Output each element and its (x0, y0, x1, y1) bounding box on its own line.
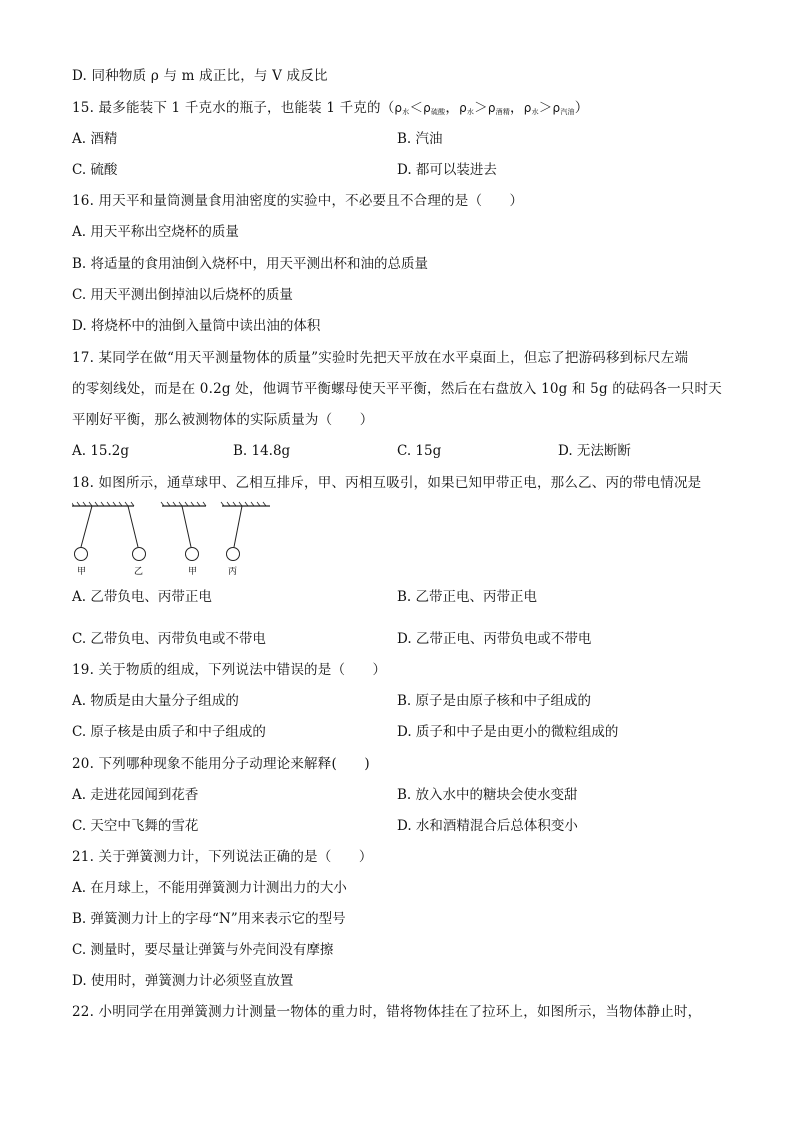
sub-acid: 硫酸 (430, 108, 446, 116)
pith-ball-bing (227, 548, 240, 561)
thread (128, 506, 138, 547)
q20-stem: 20. 下列哪种现象不能用分子动理论来解释( ) (72, 756, 370, 772)
pith-ball-jia (75, 548, 88, 561)
q18-option-b: B. 乙带正电、丙带正电 (397, 589, 538, 605)
ceiling-support (161, 502, 206, 506)
q21-option-b: B. 弹簧测力计上的字母“N”用来表示它的型号 (72, 911, 346, 927)
sub-water: 水 (466, 108, 475, 116)
q18-option-c: C. 乙带负电、丙带负电或不带电 (72, 631, 266, 647)
q15-option-d: D. 都可以装进去 (397, 162, 497, 178)
q15-stem (72, 99, 588, 121)
q15-stem-prefix: 15. 最多能装下 1 千克水的瓶子，也能装 1 千克的（ (72, 100, 395, 116)
q19-option-d: D. 质子和中子是由更小的微粒组成的 (397, 724, 619, 740)
sub-petrol: 汽油 (560, 108, 575, 116)
q21-option-a: A. 在月球上，不能用弹簧测力计测出力的大小 (72, 880, 347, 896)
ceiling-support (221, 502, 270, 506)
q16-option-d: D. 将烧杯中的油倒入量筒中读出油的体积 (72, 318, 321, 334)
q19-option-b: B. 原子是由原子核和中子组成的 (397, 693, 592, 709)
thread (234, 506, 242, 547)
q18-option-a: A. 乙带负电、丙带正电 (72, 589, 212, 605)
q15-option-c: C. 硫酸 (72, 162, 118, 178)
q16-option-b: B. 将适量的食用油倒入烧杯中，用天平测出杯和油的总质量 (72, 256, 429, 272)
q18-stem: 18. 如图所示，通草球甲、乙相互排斥，甲、丙相互吸引，如果已知甲带正电，那么乙、丙的带电情况是 (72, 475, 702, 491)
sub-water: 水 (531, 108, 539, 116)
less-than: ＜ (409, 100, 424, 116)
q21-option-c: C. 测量时，要尽量让弹簧与外壳间没有摩擦 (72, 942, 334, 958)
figure-label-bing: 丙 (228, 567, 238, 577)
thread (182, 506, 191, 547)
q21-stem: 21. 关于弹簧测力计，下列说法正确的是（ ） (72, 849, 373, 865)
rho-symbol: ρ (459, 101, 467, 115)
q17-stem-line2: 的零刻线处，而是在 0.2g 处，他调节平衡螺母使天平平衡，然后在右盘放入 10g 和 5g 的砝码各一只时天 (72, 381, 722, 397)
sub-water: 水 (402, 108, 410, 116)
q17-option-a: A. 15.2g (72, 443, 130, 459)
q14-option-d: D. 同种物质 ρ 与 m 成正比，与 V 成反比 (72, 68, 328, 84)
q20-option-b: B. 放入水中的糖块会使水变甜 (397, 787, 578, 803)
sub-alcohol: 酒精 (495, 108, 511, 116)
thread (81, 506, 92, 547)
figure-label-jia-2: 甲 (188, 567, 198, 577)
rho-symbol: ρ (487, 101, 496, 115)
q16-stem: 16. 用天平和量筒测量食用油密度的实验中，不必要且不合理的是（ ） (72, 193, 524, 209)
q16-option-c: C. 用天平测出倒掉油以后烧杯的质量 (72, 287, 293, 303)
q22-stem: 22. 小明同学在用弹簧测力计测量一物体的重力时，错将物体挂在了拉环上，如图所示，当物体静止时， (72, 1004, 702, 1020)
ceiling-support (72, 502, 134, 506)
q20-option-c: C. 天空中飞舞的雪花 (72, 818, 199, 834)
q19-stem: 19. 关于物质的组成，下列说法中错误的是（ ） (72, 662, 387, 678)
q15-stem-suffix: ） (574, 100, 589, 116)
q18-option-d: D. 乙带正电、丙带负电或不带电 (397, 631, 592, 647)
q17-option-c: C. 15g (397, 443, 442, 459)
figure-label-yi: 乙 (134, 567, 144, 577)
figure-label-jia: 甲 (77, 567, 87, 577)
q18-pith-ball-figure (72, 500, 282, 580)
q17-stem-line1: 17. 某同学在做“用天平测量物体的质量”实验时先把天平放在水平桌面上，但忘了把游码移到标尺左端 (72, 350, 689, 366)
q16-option-a: A. 用天平称出空烧杯的质量 (72, 224, 239, 240)
pith-ball-jia-2 (186, 548, 199, 561)
pith-ball-yi (133, 548, 146, 561)
q17-stem-line3: 平刚好平衡，那么被测物体的实际质量为（ ） (72, 412, 374, 428)
rho-symbol: ρ (552, 101, 561, 115)
q21-option-d: D. 使用时，弹簧测力计必须竖直放置 (72, 973, 294, 989)
rho-symbol: ρ (423, 101, 431, 115)
rho-symbol: ρ (394, 101, 403, 115)
q15-option-b: B. 汽油 (397, 131, 443, 147)
q19-option-c: C. 原子核是由质子和中子组成的 (72, 724, 266, 740)
comma: ， (510, 100, 524, 116)
q17-option-d: D. 无法断断 (558, 443, 631, 459)
comma: ， (445, 100, 460, 116)
q15-option-a: A. 酒精 (72, 131, 118, 147)
rho-symbol: ρ (523, 101, 532, 115)
q20-option-a: A. 走进花园闻到花香 (72, 787, 199, 803)
q19-option-a: A. 物质是由大量分子组成的 (72, 693, 239, 709)
greater-than: ＞ (474, 100, 488, 116)
q20-option-d: D. 水和酒精混合后总体积变小 (397, 818, 578, 834)
q17-option-b: B. 14.8g (233, 443, 291, 459)
greater-than: ＞ (538, 100, 553, 116)
